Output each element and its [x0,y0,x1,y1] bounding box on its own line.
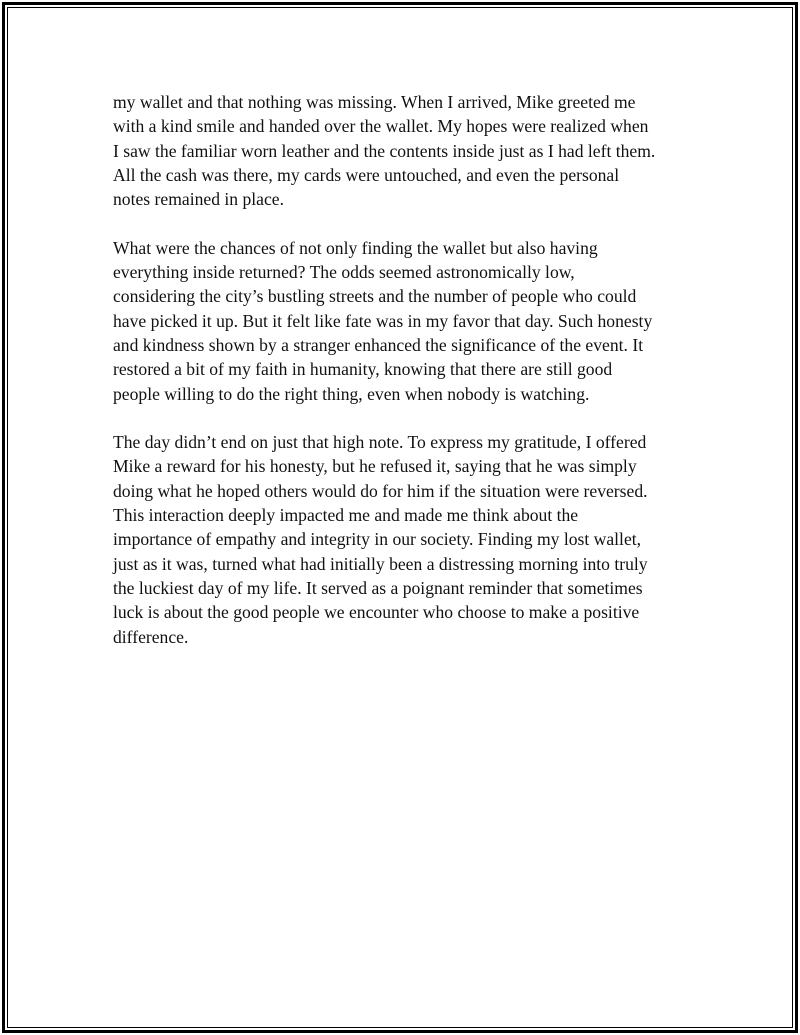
paragraph-2: What were the chances of not only finding the wallet but also having everything inside returned? The odds seemed astronomically low, considering the city’s bustling streets and the number of people who could have picked it up. But it felt like fate was in my favor that day. Such honesty and kindness shown by a stranger enhanced the significance of the event. It restored a bit of my faith in humanity, knowing that there are still good people willing to do the right thing, even when nobody is watching. [113,237,653,404]
paragraph-1: my wallet and that nothing was missing. When I arrived, Mike greeted me with a kind smile and handed over the wallet. My hopes were realized when I saw the familiar worn leather and the contents inside just as I had left them. All the cash was there, my cards were untouched, and even the personal notes remained in place. [113,92,656,210]
document-body [113,90,689,673]
paragraph-3: The day didn’t end on just that high note. To express my gratitude, I offered Mike a reward for his honesty, but he refused it, saying that he was simply doing what he hoped others would do for him if the situation were reversed. This interaction deeply impacted me and made me think about the importance of empathy and integrity in our society. Finding my lost wallet, just as it was, turned what had initially been a distressing morning into truly the luckiest day of my life. It served as a poignant reminder that sometimes luck is about the good people we encounter who choose to make a positive difference. [113,432,648,647]
